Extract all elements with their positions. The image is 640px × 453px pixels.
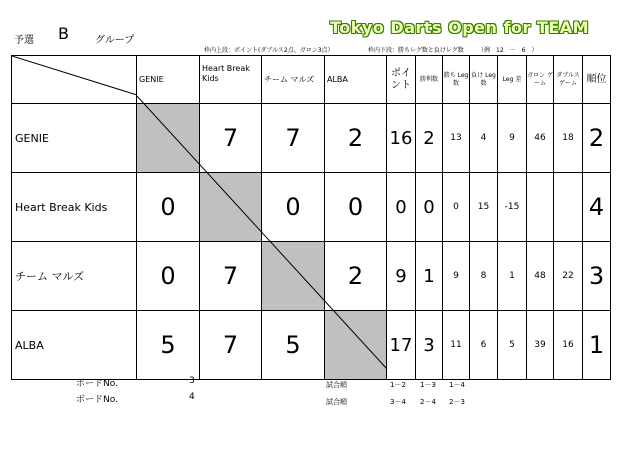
rank-cell: 1	[583, 311, 611, 380]
doubles-cell: 18	[554, 104, 583, 173]
score-cell: 0	[137, 173, 200, 242]
leg-won-cell: 11	[443, 311, 470, 380]
leg-won-cell: 13	[443, 104, 470, 173]
score-cell: 0	[137, 242, 200, 311]
col-leg-won: 勝ち Leg数	[443, 56, 470, 104]
score-cell: 7	[262, 104, 325, 173]
board-label-1: ボードNo.	[76, 379, 118, 389]
gallon-cell: 48	[527, 242, 554, 311]
points-cell: 9	[387, 242, 416, 311]
score-cell: 0	[325, 173, 387, 242]
match-pair: 1－3	[420, 381, 436, 389]
match-order-label-2: 試合順	[326, 398, 347, 406]
points-cell: 16	[387, 104, 416, 173]
wins-cell: 0	[416, 173, 443, 242]
leg-won-cell: 0	[443, 173, 470, 242]
col-team-2: Heart Break Kids	[200, 56, 262, 104]
rank-cell: 4	[583, 173, 611, 242]
row-team-name: GENIE	[12, 104, 137, 173]
match-pair: 2－4	[420, 398, 436, 406]
note-legs: 枠内下段：勝ちレグ数と負けレグ数	[368, 47, 464, 54]
col-team-3: チーム マルズ	[262, 56, 325, 104]
score-cell: 7	[200, 311, 262, 380]
points-cell: 17	[387, 311, 416, 380]
note-points: 枠内上段：ポイント(ダブルス2点、ガロン3点）	[204, 47, 334, 54]
match-pair: 1－4	[449, 381, 465, 389]
score-cell: 7	[200, 242, 262, 311]
score-cell: 5	[262, 311, 325, 380]
match-pair: 3－4	[390, 398, 406, 406]
row-team-name: Heart Break Kids	[12, 173, 137, 242]
col-rank: 順位	[583, 56, 611, 104]
doubles-cell: 16	[554, 311, 583, 380]
gallon-cell: 39	[527, 311, 554, 380]
grid-diagonal-line	[136, 95, 388, 370]
col-doubles: ダブルス ゲーム	[554, 56, 583, 104]
leg-diff-cell: 5	[498, 311, 527, 380]
leg-lost-cell: 8	[470, 242, 498, 311]
col-leg-diff: Leg 差	[498, 56, 527, 104]
col-team-4: ALBA	[325, 56, 387, 104]
wins-cell: 3	[416, 311, 443, 380]
rank-cell: 3	[583, 242, 611, 311]
wins-cell: 1	[416, 242, 443, 311]
event-title: Tokyo Darts Open for TEAM	[330, 18, 590, 37]
match-order-label-1: 試合順	[326, 381, 347, 389]
col-wins: 勝利数	[416, 56, 443, 104]
match-pair: 2－3	[449, 398, 465, 406]
leg-lost-cell: 15	[470, 173, 498, 242]
stage-label: 予選	[14, 35, 34, 46]
gallon-cell	[527, 173, 554, 242]
row-team-name: ALBA	[12, 311, 137, 380]
doubles-cell: 22	[554, 242, 583, 311]
wins-cell: 2	[416, 104, 443, 173]
col-team-1: GENIE	[137, 56, 200, 104]
score-cell: 5	[137, 311, 200, 380]
gallon-cell: 46	[527, 104, 554, 173]
col-leg-lost: 負け Leg数	[470, 56, 498, 104]
row-team-name: チーム マルズ	[12, 242, 137, 311]
board-number-1: 3	[189, 376, 195, 386]
col-gallon: ガロン ゲーム	[527, 56, 554, 104]
leg-diff-cell: 1	[498, 242, 527, 311]
board-label-2: ボードNo.	[76, 395, 118, 405]
points-cell: 0	[387, 173, 416, 242]
score-cell: 7	[200, 104, 262, 173]
doubles-cell	[554, 173, 583, 242]
rank-cell: 2	[583, 104, 611, 173]
leg-lost-cell: 6	[470, 311, 498, 380]
group-letter: B	[58, 24, 69, 43]
match-pair: 1－2	[390, 381, 406, 389]
corner-cell	[12, 56, 137, 104]
col-points: ポイント	[387, 56, 416, 104]
score-cell: 0	[262, 173, 325, 242]
score-cell: 2	[325, 242, 387, 311]
board-number-2: 4	[189, 392, 195, 402]
leg-diff-cell: -15	[498, 173, 527, 242]
note-example: （例 12 － 6 ）	[478, 47, 538, 54]
leg-won-cell: 9	[443, 242, 470, 311]
leg-diff-cell: 9	[498, 104, 527, 173]
score-cell: 2	[325, 104, 387, 173]
corner-diagonal	[12, 56, 137, 95]
leg-lost-cell: 4	[470, 104, 498, 173]
group-label: グループ	[95, 35, 135, 46]
